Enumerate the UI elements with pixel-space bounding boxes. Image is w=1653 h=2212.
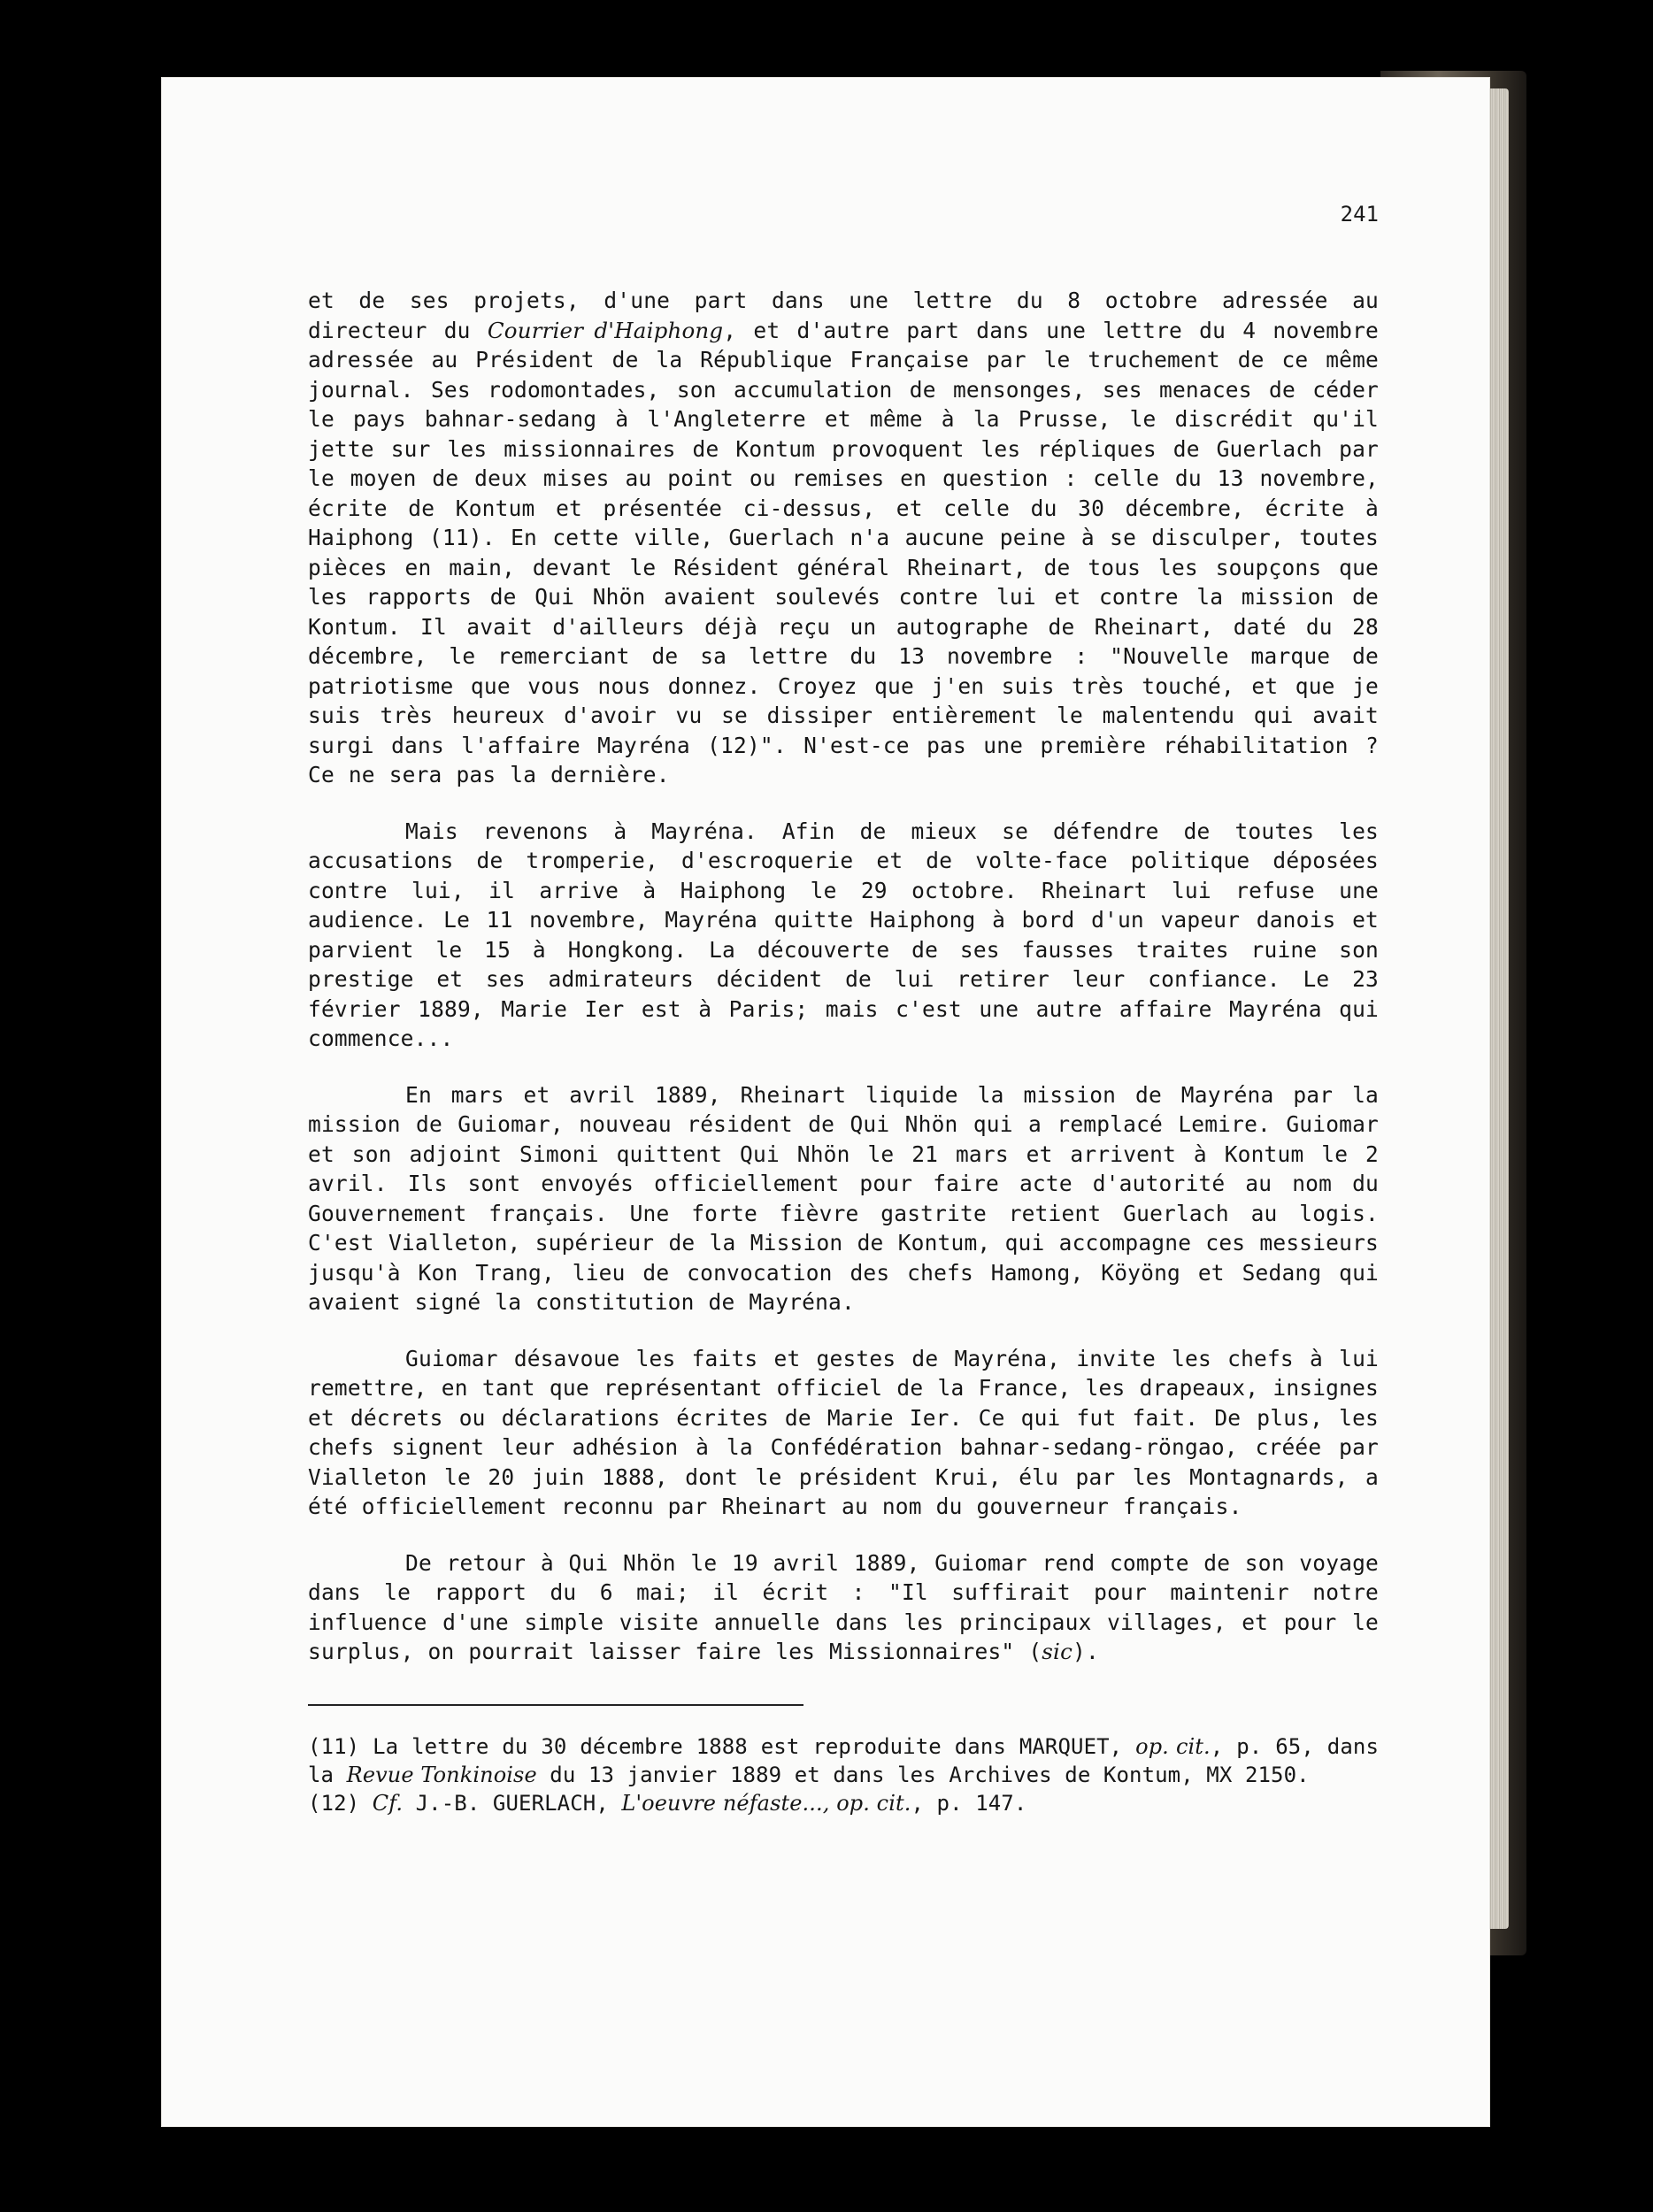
italic-text: L'oeuvre néfaste..., op. cit.	[621, 1790, 911, 1816]
page-number: 241	[1340, 202, 1379, 227]
italic-text: Courrier d'Haiphong	[487, 317, 724, 343]
italic-text: sic	[1042, 1639, 1073, 1664]
italic-text: Cf.	[372, 1790, 404, 1816]
text-run: (12)	[308, 1790, 373, 1816]
text-run: ).	[1073, 1639, 1099, 1664]
text-run: (11) La lettre du 30 décembre 1888 est reproduite dans MARQUET,	[308, 1733, 1136, 1759]
text-run: du 13 janvier 1889 et dans les Archives de Kontum, MX 2150.	[536, 1762, 1310, 1787]
book-page	[162, 78, 1489, 2126]
text-run: J.-B. GUERLACH,	[403, 1790, 622, 1816]
text-run: En mars et avril 1889, Rheinart liquide la mission de Mayréna par la mission de Guiomar, nouveau résident de Qui Nhön qui a remplacé Lemire. Guiomar et son adjoint Simoni quittent Qui Nhön le 21 mars et arrivent à Kontum le 2 avril. Ils sont envoyés officiellement pour faire acte d'autorité au nom du Gouvernement français. Une forte fièvre gastrite retient Guerlach au logis. C'est Vialleton, supérieur de la Mission de Kontum, qui accompagne ces messieurs jusqu'à Kon Trang, lieu de convocation des chefs Hamong, Köyöng et Sedang qui avaient signé la constitution de Mayréna.	[308, 1081, 1379, 1315]
text-run: , p. 147.	[911, 1790, 1027, 1816]
text-run: , p. 65, dans la	[308, 1733, 1379, 1787]
body-text	[308, 286, 1379, 1667]
footnotes	[308, 1732, 1379, 1817]
paragraph	[308, 1080, 1379, 1317]
text-block	[308, 286, 1379, 1817]
text-run: , et d'autre part dans une lettre du 4 novembre adressée au Président de la République Française par le truchement de ce même journal. Ses rodomontades, son accumulation de mensonges, ses menaces de céder le pays bahnar-sedang à l'Angleterre et même à la Prusse, le discrédit qu'il jette sur les missionnaires de Kontum provoquent les répliques de Guerlach par le moyen de deux mises au point ou remises en question : celle du 13 novembre, écrite de Kontum et présentée ci-dessus, et celle du 30 décembre, écrite à Haiphong (11). En cette ville, Guerlach n'a aucune peine à se disculper, toutes pièces en main, devant le Résident général Rheinart, de tous les soupçons que les rapports de Qui Nhön avaient soulevés contre lui et contre la mission de Kontum. Il avait d'ailleurs déjà reçu un autographe de Rheinart, daté du 28 décembre, le remerciant de sa lettre du 13 novembre : "Nouvelle marque de patriotisme que vous nous donnez. Croyez que j'en suis très touché, et que je suis très heureux d'avoir vu se dissiper entièrement le malentendu qui avait surgi dans l'affaire Mayréna (12)". N'est-ce pas une première réhabilitation ? Ce ne sera pas la dernière.	[308, 317, 1379, 787]
paragraph	[308, 1548, 1379, 1667]
paragraph	[308, 286, 1379, 790]
text-run: et de ses projets, d'une part dans une lettre du 8 octobre adressée au directeur du	[308, 288, 1379, 343]
paragraph	[308, 1344, 1379, 1522]
footnote	[308, 1789, 1379, 1817]
text-run: De retour à Qui Nhön le 19 avril 1889, Guiomar rend compte de son voyage dans le rapport du 6 mai; il écrit : "Il suffirait pour maintenir notre influence d'une simple visite annuelle dans les principaux villages, et pour le surplus, on pourrait laisser faire les Missionnaires" (	[308, 1549, 1379, 1664]
text-run: Guiomar désavoue les faits et gestes de Mayréna, invite les chefs à lui remettre, en tant que représentant officiel de la France, les drapeaux, insignes et décrets ou déclarations écrites de Marie Ier. Ce qui fut fait. De plus, les chefs signent leur adhésion à la Confédération bahnar-sedang-röngao, créée par Vialleton le 20 juin 1888, dont le président Krui, élu par les Montagnards, a été officiellement reconnu par Rheinart au nom du gouverneur français.	[308, 1345, 1379, 1519]
footnote-rule	[308, 1704, 803, 1706]
paragraph	[308, 817, 1379, 1054]
footnote	[308, 1732, 1379, 1789]
text-run: Mais revenons à Mayréna. Afin de mieux se défendre de toutes les accusations de tromperie, d'escroquerie et de volte-face politique déposées contre lui, il arrive à Haiphong le 29 octobre. Rheinart lui refuse une audience. Le 11 novembre, Mayréna quitte Haiphong à bord d'un vapeur danois et parvient le 15 à Hongkong. La découverte de ses fausses traites ruine son prestige et ses admirateurs décident de lui retirer leur confiance. Le 23 février 1889, Marie Ier est à Paris; mais c'est une autre affaire Mayréna qui commence...	[308, 818, 1379, 1051]
italic-text: op. cit.	[1135, 1733, 1211, 1759]
italic-text: Revue Tonkinoise	[346, 1762, 537, 1787]
